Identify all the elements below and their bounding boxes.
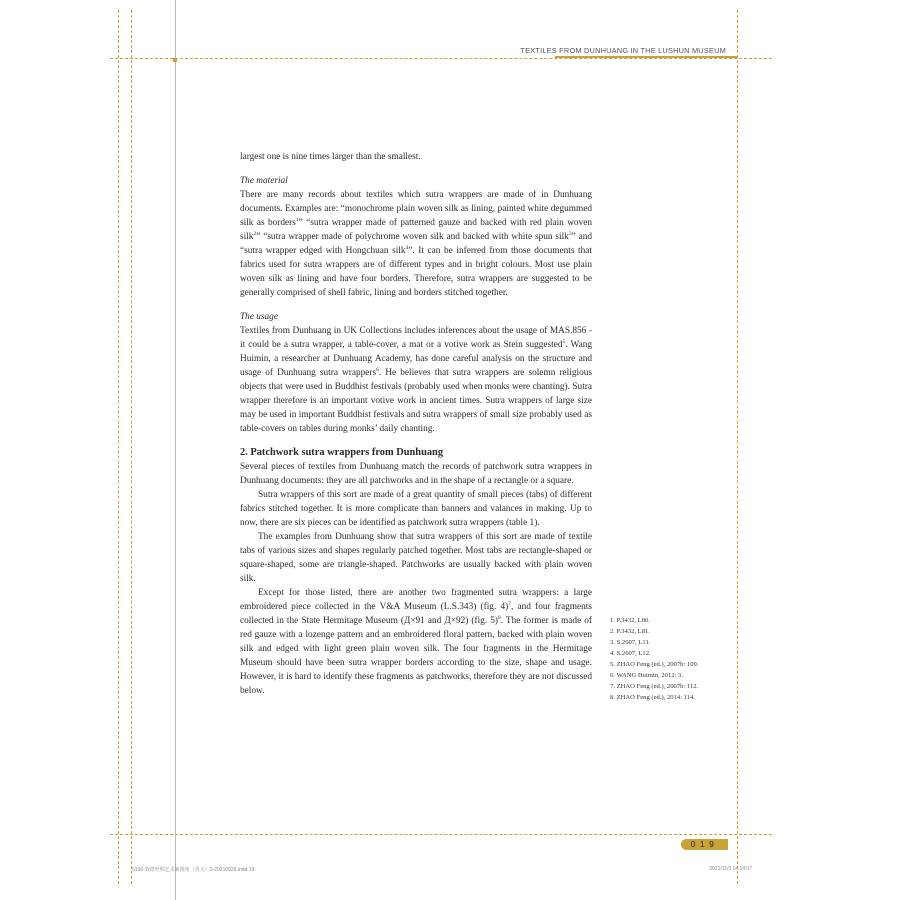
paragraph-usage: Textiles from Dunhuang in UK Collections includes inferences about the usage of MAS.856 - it could be a sutra wrapper, a table-cover, a mat or a votive work as Stein suggested$^5$. Wang Huimin, a researcher at Dunhuang Academy, has done careful analysis on the structure and usage of Dunhuang sutra wrappers$^6$. He believes that sutra wrappers are solemn religious objects that were used in Buddhist festivals (probably used when monks were chanting). Sutra wrapper therefore is an important votive work in ancient times. Sutra wrappers of large size may be used in important Buddhist festivals and sutra wrappers of small size probably used as table-covers on tables during monks’ daily chanting. [240,326,592,434]
paragraph-intro: largest one is nine times larger than the smallest. [240,152,421,162]
footnote-ref-6: 6 [376,366,379,373]
left-guide-line-inner [131,10,132,884]
right-guide-line [737,10,738,884]
footnote-item: 7. ZHAO Feng (ed.), 2007b: 112. [610,683,699,690]
footnote-item: 2. P.3432, L81. [610,628,650,635]
paragraph-section2-4: Except for those listed, there are another two fragmented sutra wrappers: a large embroidered piece collected in the V&A Museum (L.S.343) (fig. 4)$^7$, and four fragments collected in the State Hermitage Museum (Д×91 and Д×92) (fig. 5)$^8$. The former is made of red gauze with a lozenge pattern and an embroidered floral pattern, backed with plain woven silk and edged with light green plain woven silk. The four fragments in the Hermitage Museum should have been sutra wrapper borders according to the size, shape and usage. However, it is hard to identify these fragments as patchworks, therefore they are not discussed below. [240,588,592,696]
footnote-ref-5: 5 [562,338,566,345]
page-number: 019 [690,839,719,849]
subheading-usage: The usage [240,312,278,322]
page-edge-rule [175,0,176,900]
footnote-item: 8. ZHAO Feng (ed.), 2014: 114. [610,694,695,701]
bottom-guide-line [110,834,772,835]
running-head-rule [555,56,737,58]
footnote-item: 6. WANG Huimin, 2012: 3. [610,672,683,679]
footnote-ref-2: 2 [253,230,257,237]
paragraph-section2-2: Sutra wrappers of this sort are made of a great quantity of small pieces (tabs) of different fabrics stitched together. It is more complicate than banners and valances in making. Up to now, there are six pieces can be identified as patchwork sutra wrappers (table 1). [240,490,592,528]
corner-marker [173,58,177,62]
footnote-ref-1: 1 [295,216,299,223]
footnote-item: 4. S.2607, L12. [610,650,651,657]
running-head: TEXTILES FROM DUNHUANG IN THE LUSHUN MUSEUM [520,46,726,55]
footnote-ref-4: 4 [405,244,409,251]
paragraph-section2-1: Several pieces of textiles from Dunhuang match the records of patchwork sutra wrappers in Dunhuang documents: they are all patchworks and in the shape of a rectangle or a square. [240,462,592,486]
footnote-ref-3: 3 [568,230,572,237]
footnote-item: 1. P.3432, L80. [610,617,650,624]
left-guide-line-outer [118,10,119,884]
top-guide-line [110,58,772,59]
section-heading: 2. Patchwork sutra wrappers from Dunhuang [240,447,444,458]
subheading-material: The material [240,176,288,186]
footnote-ref-7: 7 [508,600,511,607]
footnotes-list [610,615,750,703]
footnote-item: 5. ZHAO Feng (ed.), 2007b: 109. [610,661,699,668]
footnote-ref-8: 8 [497,614,501,621]
footnote-item: 3. S.2607, L11. [610,639,651,646]
paragraph-material: There are many records about textiles which sutra wrappers are made of in Dunhuang documents. Examples are: “monochrome plain woven silk as lining, painted white degummed silk as borders$^1$” “sutra wrapper made of patterned gauze and backed with red plain woven silk$^2$” “sutra wrapper made of polychrome woven silk and backed with white spun silk$^3$” and “sutra wrapper edged with Hongchuan silk$^4$”. It can be inferred from those documents that fabrics used for sutra wrappers are of different types and in bright colours. Most use plain woven silk as lining and have four borders. Therefore, sutra wrappers are suggested to be generally comprised of shell fabric, lining and borders stitched together. [240,190,593,298]
print-slug-file: 0196-敦煌丝绸艺术新视角（英文）0-20210926.indd 19 [132,867,255,873]
body-column [240,150,592,698]
print-slug-timestamp: 2021/11/9 14:14:07 [709,866,752,872]
paragraph-section2-3: The examples from Dunhuang show that sutra wrappers of this sort are made of textile tabs of various sizes and shapes regularly patched together. Most tabs are rectangle-shaped or square-shaped, some are triangle-shaped. Patchworks are usually backed with plain woven silk. [240,532,592,584]
